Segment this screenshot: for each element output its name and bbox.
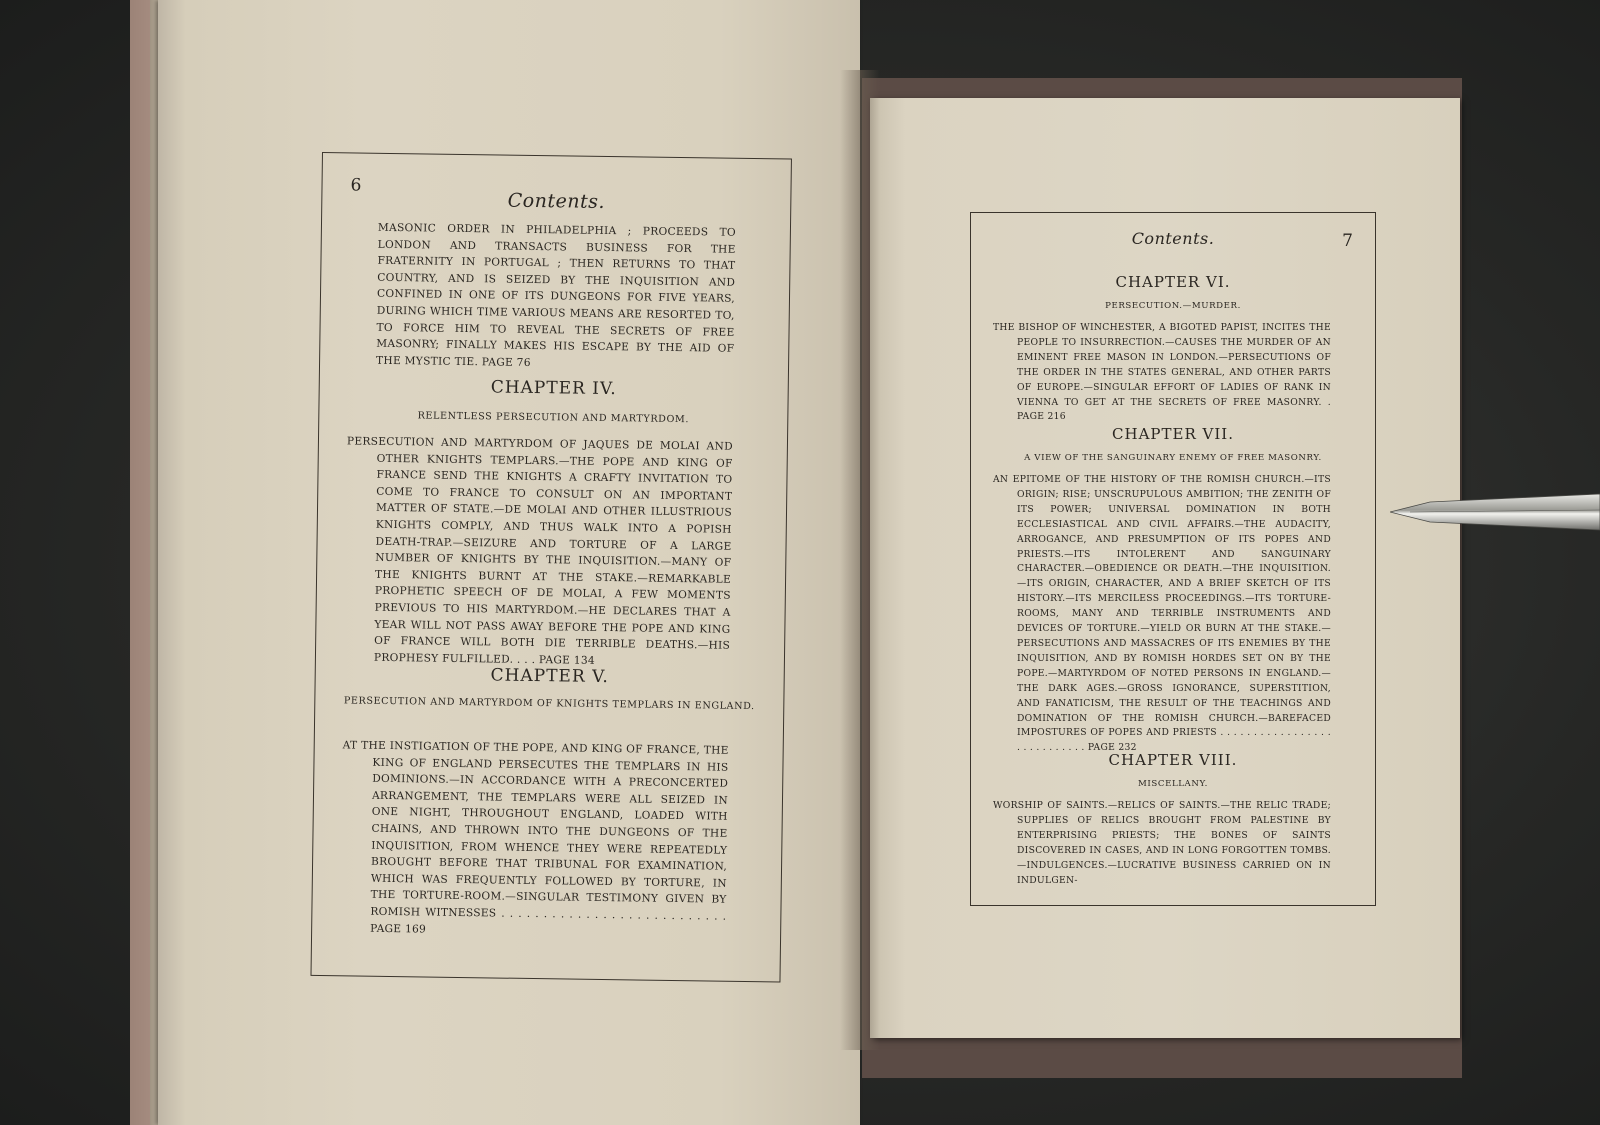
left-page-number: 6	[350, 175, 362, 196]
chapter-7-text: AN EPITOME OF THE HISTORY OF THE ROMISH CHURCH.—ITS ORIGIN; RISE; UNSCRUPULOUS AMBITION; THE ZENITH OF ITS POWER; UNIVERSAL DOMINATION IN BOTH ECCLESIASTICAL AND CIVIL AFFAIRS.—THE AUDACITY, ARROGANCE, AND PRESUMPTION OF ITS POPES AND PRIESTS.—ITS INTOLERENT AND SANGUINARY CHARACTER.—OBEDIENCE OR DEATH.—THE INQUISITION.—ITS ORIGIN, CHARACTER, AND A BRIEF SKETCH OF ITS HISTORY.—ITS MERCILESS PROCEEDINGS.—ITS TORTURE-ROOMS, MANY AND TERRIBLE INSTRUMENTS AND DEVICES OF TORTURE.—YIELD OR BURN AT THE STAKE.—PERSECUTIONS AND MASSACRES OF ITS ENEMIES BY THE INQUISITION, AND BY ROMISH HORDES SET ON BY THE POPE.—MARTYRDOM OF NOTED PERSONS IN ENGLAND.—THE DARK AGES.—GROSS IGNORANCE, SUPERSTITION, AND FANATICISM, THE RESULT OF THE TEACHINGS AND DOMINATION OF THE ROMISH CHURCH.—BAREFACED IMPOSTURES OF POPES AND PRIESTS . . . . . . . . . . . . . . . . . . . . . . . . . . . .	[993, 474, 1331, 754]
chapter-8-heading: CHAPTER VIII.	[1108, 751, 1238, 769]
right-contents-heading: Contents.	[1131, 229, 1215, 248]
chapter-5-text: AT THE INSTIGATION OF THE POPE, AND KING OF FRANCE, THE KING OF ENGLAND PERSECUTES THE TEMPLARS IN HIS DOMINIONS.—IN ACCORDANCE WITH A PRECONCERTED ARRANGEMENT, THE TEMPLARS WERE ALL SEIZED IN ONE NIGHT, THROUGHOUT ENGLAND, LOADED WITH CHAINS, AND THROWN INTO THE DUNGEONS OF THE INQUISITION, FROM WHENCE THEY WERE REPEATEDLY BROUGHT BEFORE THAT TRIBUNAL FOR EXAMINATION, WHICH WAS FREQUENTLY FOLLOWED BY TORTURE, IN THE TORTURE-ROOM.—SINGULAR TESTIMONY GIVEN BY ROMISH WITNESSES . . . . . . . . . . . . . . . . . . . . . . . . . . .	[342, 739, 729, 923]
chapter-6-heading: CHAPTER VI.	[1115, 273, 1231, 291]
left-contents-frame	[310, 152, 791, 982]
chapter-4-summary	[344, 433, 733, 671]
chapter-5-subtitle: PERSECUTION AND MARTYRDOM OF KNIGHTS TEMPLARS IN ENGLAND.	[343, 695, 755, 713]
chapter-6-text: THE BISHOP OF WINCHESTER, A BIGOTED PAPIST, INCITES THE PEOPLE TO INSURRECTION.—CAUSES THE MURDER OF AN EMINENT FREE MASON IN LONDON.—PERSECUTIONS OF THE ORDER IN THE STATES GENERAL, AND OTHER PARTS OF EUROPE.—SINGULAR EFFORT OF LADIES OF RANK IN VIENNA TO GET AT THE SECRETS OF FREE MASONRY. .	[993, 322, 1331, 408]
left-contents-heading: Contents.	[507, 189, 606, 213]
chapter-6-page: PAGE 216	[1017, 411, 1066, 423]
continuation-block	[376, 220, 736, 374]
chapter-8-text: WORSHIP OF SAINTS.—RELICS OF SAINTS.—THE RELIC TRADE; SUPPLIES OF RELICS BROUGHT FROM PALESTINE BY ENTERPRISING PRIESTS; THE BONES OF SAINTS DISCOVERED IN CASES, AND IN LONG FORGOTTEN TOMBS.—INDULGENCES.—LUCRATIVE BUSINESS CARRIED ON IN INDULGEN-	[993, 800, 1331, 886]
continuation-page: PAGE 76	[481, 356, 531, 369]
chapter-4-subtitle: RELENTLESS PERSECUTION AND MARTYRDOM.	[417, 410, 690, 426]
chapter-6-summary	[993, 321, 1331, 425]
chapter-7-summary	[993, 473, 1331, 756]
chapter-7-heading: CHAPTER VII.	[1112, 425, 1234, 443]
book-gutter	[840, 70, 880, 1050]
right-contents-frame	[970, 212, 1376, 906]
chapter-8-summary	[993, 799, 1331, 888]
chapter-4-page: PAGE 134	[538, 653, 596, 667]
chapter-6-subtitle: PERSECUTION.—MURDER.	[1105, 301, 1241, 311]
chapter-4-heading: CHAPTER IV.	[490, 377, 617, 400]
chapter-4-text: PERSECUTION AND MARTYRDOM OF JAQUES DE MOLAI AND OTHER KNIGHTS TEMPLARS.—THE POPE AND KING OF FRANCE SEND THE KNIGHTS A CRAFTY INVITATION TO COME TO FRANCE TO CONSULT ON AN IMPORTANT MATTER OF STATE.—DE MOLAI AND OTHER ILLUSTRIOUS KNIGHTS COMPLY, AND THUS WALK INTO A POPISH DEATH-TRAP.—SEIZURE AND TORTURE OF A LARGE NUMBER OF KNIGHTS BY THE INQUISITION.—MANY OF THE KNIGHTS BURNT AT THE STAKE.—REMARKABLE PROPHETIC SPEECH OF DE MOLAI, A FEW MOMENTS PREVIOUS TO HIS MARTYRDOM.—HE DECLARES THAT A YEAR WILL NOT PASS AWAY BEFORE THE POPE AND KING OF FRANCE WILL BOTH DIE TERRIBLE DEATHS.—HIS PROPHESY FULFILLED. . . .	[346, 435, 734, 666]
chapter-8-subtitle: MISCELLANY.	[1138, 779, 1208, 789]
chapter-7-page: PAGE 232	[1087, 742, 1137, 754]
right-page-number: 7	[1342, 231, 1353, 251]
letter-opener-blade-icon	[1390, 492, 1600, 532]
chapter-5-heading: CHAPTER V.	[490, 665, 609, 688]
chapter-5-summary	[340, 737, 729, 941]
chapter-5-page: PAGE 169	[370, 922, 427, 936]
chapter-7-subtitle: A VIEW OF THE SANGUINARY ENEMY OF FREE MASONRY.	[1024, 453, 1322, 463]
continuation-text: MASONIC ORDER IN PHILADELPHIA ; PROCEEDS TO LONDON AND TRANSACTS BUSINESS FOR THE FRATERNITY IN PORTUGAL ; THEN RETURNS TO THAT COUNTRY, AND IS SEIZED BY THE INQUISITION AND CONFINED IN ONE OF ITS DUNGEONS FOR FIVE YEARS, DURING WHICH TIME VARIOUS MEANS ARE RESORTED TO, TO FORCE HIM TO REVEAL THE SECRETS OF FREE MASONRY; FINALLY MAKES HIS ESCAPE BY THE AID OF THE MYSTIC TIE.	[376, 221, 736, 368]
